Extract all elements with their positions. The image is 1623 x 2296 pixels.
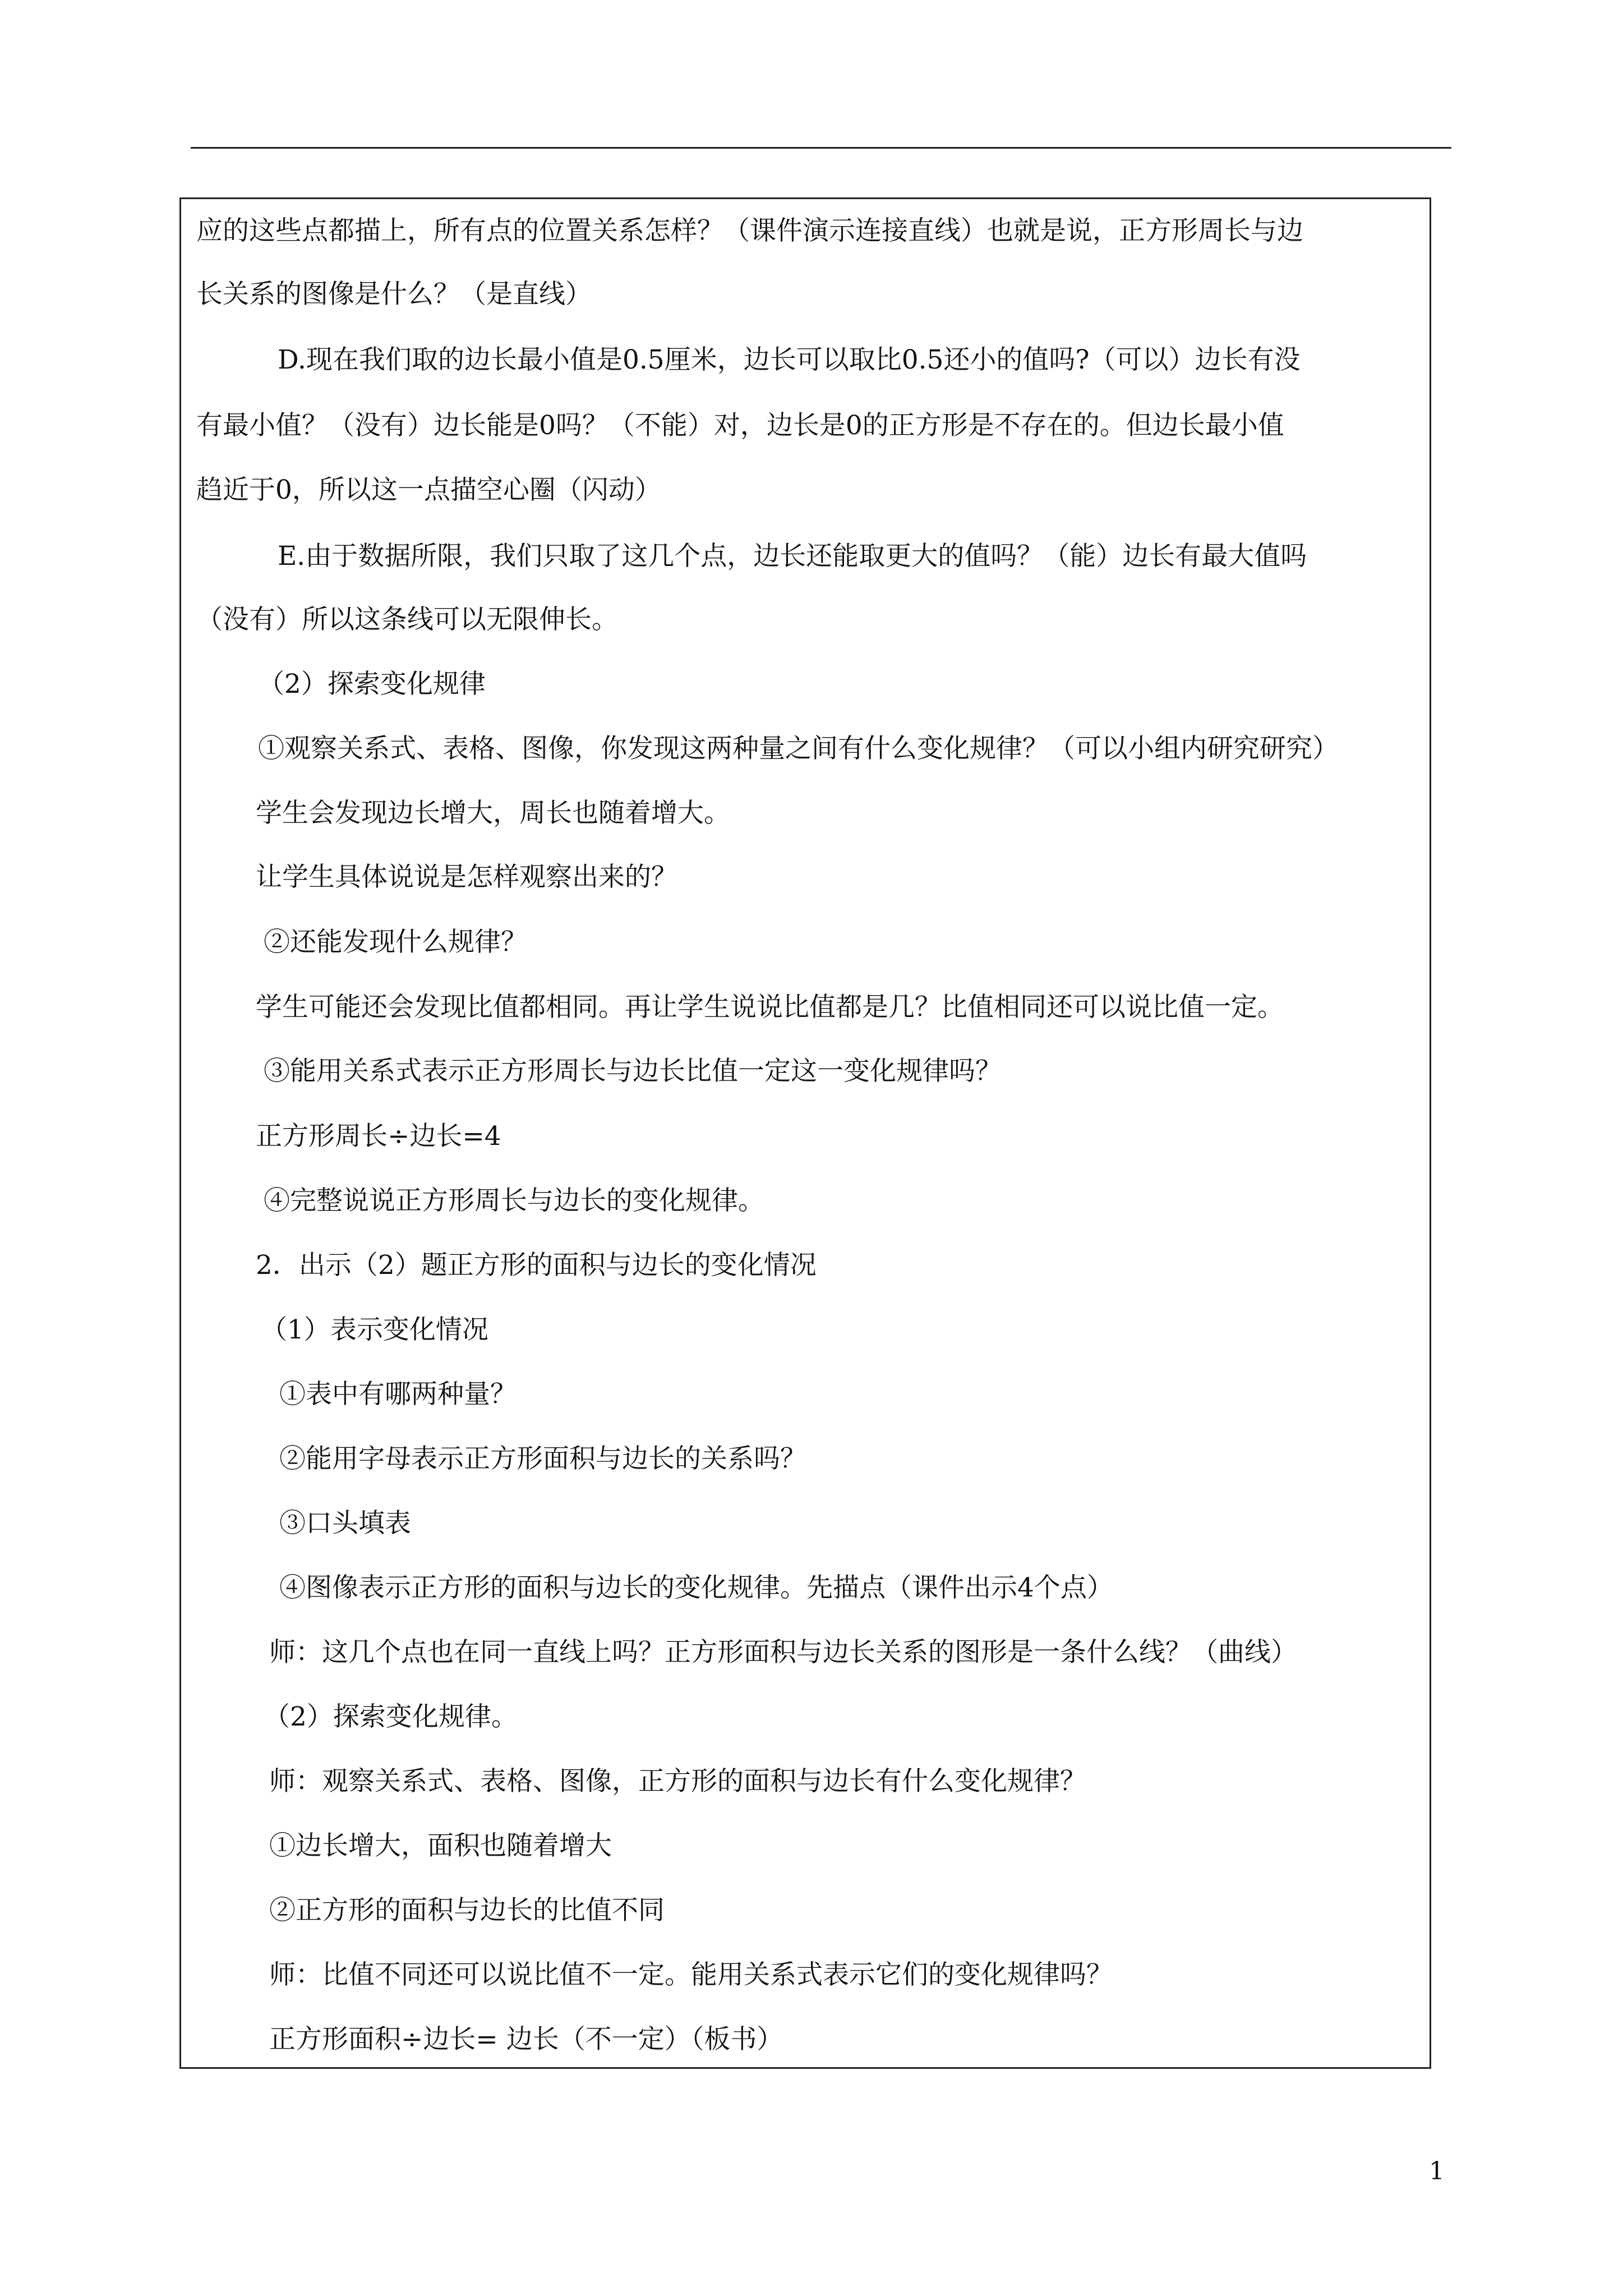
text-line: 2．出示（2）题正方形的面积与边长的变化情况	[256, 1250, 817, 1281]
text-line: ②还能发现什么规律？	[264, 927, 527, 958]
text-line: 正方形面积÷边长= 边长（不一定）（板书）	[269, 2024, 783, 2055]
text-line: 应的这些点都描上，所有点的位置关系怎样？（课件演示连接直线）也就是说，正方形周长与边	[196, 215, 1303, 246]
text-line: 师：这几个点也在同一直线上吗？正方形面积与边长关系的图形是一条什么线？（曲线）	[269, 1637, 1297, 1668]
text-line: D.现在我们取的边长最小值是0.5厘米，边长可以取比0.5还小的值吗?（可以）边长有没	[278, 344, 1301, 375]
text-line: 师：比值不同还可以说比值不一定。能用关系式表示它们的变化规律吗？	[269, 1959, 1113, 1990]
text-line: ②正方形的面积与边长的比值不同	[269, 1895, 665, 1926]
text-line: 学生会发现边长增大，周长也随着增大。	[256, 798, 730, 829]
text-line: ①边长增大，面积也随着增大	[269, 1830, 612, 1861]
text-line: （2）探索变化规律	[258, 669, 486, 700]
text-line: ①观察关系式、表格、图像，你发现这两种量之间有什么变化规律？（可以小组内研究研究）	[258, 733, 1339, 764]
text-line: 趋近于0，所以这一点描空心圈（闪动）	[196, 475, 661, 505]
text-line: ①表中有哪两种量？	[279, 1379, 517, 1410]
text-line: 学生可能还会发现比值都相同。再让学生说说比值都是几？比值相同还可以说比值一定。	[256, 992, 1284, 1023]
page-number: 1	[1429, 2157, 1445, 2185]
text-line: 正方形周长÷边长=4	[256, 1121, 501, 1152]
text-line: ④图像表示正方形的面积与边长的变化规律。先描点（课件出示4个点）	[279, 1572, 1113, 1603]
text-line: ③能用关系式表示正方形周长与边长比值一定这一变化规律吗？	[264, 1056, 1002, 1087]
text-line: （1）表示变化情况	[261, 1314, 488, 1345]
text-line: （没有）所以这条线可以无限伸长。	[196, 604, 618, 635]
text-line: ②能用字母表示正方形面积与边长的关系吗？	[279, 1443, 806, 1474]
text-line: 师：观察关系式、表格、图像，正方形的面积与边长有什么变化规律？	[269, 1766, 1086, 1797]
text-line: ③口头填表	[279, 1508, 411, 1539]
text-line: 让学生具体说说是怎样观察出来的？	[256, 862, 677, 892]
text-line: 有最小值？（没有）边长能是0吗？（不能）对，边长是0的正方形是不存在的。但边长最小值	[196, 410, 1284, 441]
text-line: （2）探索变化规律。	[264, 1701, 518, 1732]
text-line: E.由于数据所限，我们只取了这几个点，边长还能取更大的值吗？（能）边长有最大值吗	[278, 541, 1307, 572]
text-line: ④完整说说正方形周长与边长的变化规律。	[264, 1185, 764, 1216]
header-rule	[191, 147, 1451, 149]
text-line: 长关系的图像是什么？（是直线）	[196, 279, 592, 310]
